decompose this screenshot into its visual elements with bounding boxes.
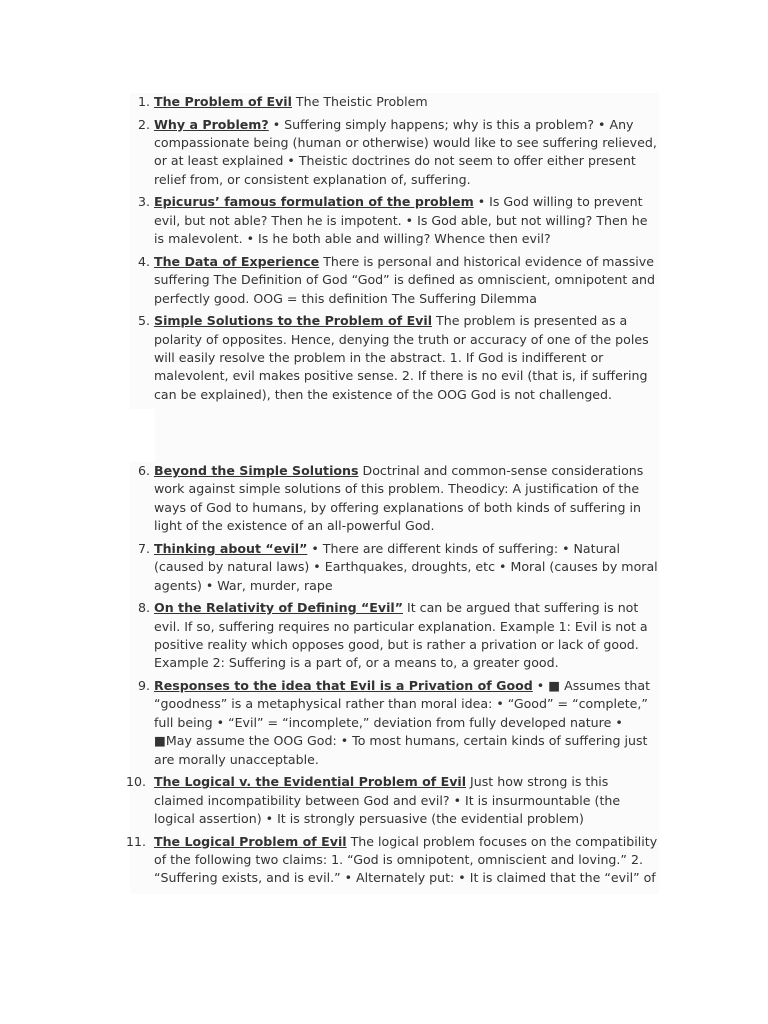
item-text: There is personal and historical evidence of massive suffering The Definition of God “God” is defined as omniscient, omnipotent and perfectly good. OOG = this definition The Suffering Dilemma bbox=[154, 253, 656, 306]
list-item bbox=[130, 677, 660, 769]
item-number: 8. bbox=[137, 600, 150, 616]
item-text: The problem is presented as a polarity of opposites. Hence, denying the truth or accuracy of one of the poles will easily resolve the problem in the abstract. 1. If God is indifferent or malevolent, evil makes positive sense. 2. If there is no evil (that is, if suffering can be explained), then the existence of the OOG God is not challenged. bbox=[154, 313, 649, 402]
item-number: 9. bbox=[137, 678, 150, 694]
item-text: • Is God willing to prevent evil, but not able? Then he is impotent. • Is God able, but not willing? Then he is malevolent. • Is he both able and willing? Whence then evil? bbox=[154, 194, 648, 247]
item-number: 6. bbox=[137, 463, 150, 478]
item-number: 11. bbox=[126, 833, 147, 849]
list-item bbox=[130, 540, 660, 595]
item-heading: On the Relativity of Defining “Evil” bbox=[154, 600, 403, 616]
item-heading: Thinking about “evil” bbox=[154, 540, 308, 556]
item-text: • Suffering simply happens; why is this a problem? • Any compassionate being (human or otherwise) would like to see suffering relieved, or at least explained • Theistic doctrines do not seem to offer either present relief from, or consistent explanation of, suffering. bbox=[154, 116, 657, 187]
numbered-list bbox=[126, 462, 660, 892]
item-heading: Beyond the Simple Solutions bbox=[154, 463, 359, 478]
item-number: 3. bbox=[137, 194, 150, 210]
item-text: The logical problem focuses on the compatibility of the following two claims: 1. “God is omnipotent, omniscient and loving.” 2. “Suffering exists, and is evil.” • Alternately put: • It is claimed that the “evil” of bbox=[154, 833, 658, 886]
item-number: 10. bbox=[126, 774, 147, 790]
list-item bbox=[130, 253, 660, 308]
item-heading: The Problem of Evil bbox=[154, 94, 292, 109]
list-item bbox=[130, 312, 660, 404]
item-number: 4. bbox=[137, 253, 150, 269]
item-heading: Why a Problem? bbox=[154, 116, 269, 132]
item-heading: The Data of Experience bbox=[154, 253, 320, 269]
item-text: It can be argued that suffering is not evil. If so, suffering requires no particular explanation. Example 1: Evil is not a positive reality which opposes good, but is rather a privation or lack of good. Example 2: Suffering is a part of, or a means to, a greater good. bbox=[154, 600, 648, 671]
list-item bbox=[126, 773, 660, 828]
item-heading: The Logical Problem of Evil bbox=[154, 833, 347, 849]
item-text: Doctrinal and common-sense considerations work against simple solutions of this problem. Theodicy: A justification of the ways of God to humans, by offering explanations of both kinds of suffering in light of the existence of an all-powerful God. bbox=[154, 463, 644, 534]
item-number: 5. bbox=[137, 313, 150, 329]
list-item bbox=[130, 462, 660, 536]
item-heading: Responses to the idea that Evil is a Privation of Good bbox=[154, 678, 533, 694]
item-text: • There are different kinds of suffering: • Natural (caused by natural laws) • Earthquakes, droughts, etc • Moral (causes by moral agents) • War, murder, rape bbox=[154, 540, 658, 593]
list-item bbox=[130, 116, 660, 190]
item-heading: The Logical v. the Evidential Problem of Evil bbox=[154, 774, 467, 790]
item-text: The Theistic Problem bbox=[291, 94, 428, 109]
list-item bbox=[130, 193, 660, 248]
text-block-background bbox=[155, 409, 659, 462]
item-text: • ■ Assumes that “goodness” is a metaphysical rather than moral idea: • “Good” = “complete,” full being • “Evil” = “incomplete,” deviation from fully developed nature • ■May assume the OOG God: • To most humans, certain kinds of suffering just are morally unacceptable. bbox=[154, 678, 651, 767]
list-item bbox=[126, 833, 660, 888]
item-heading: Epicurus’ famous formulation of the problem bbox=[154, 194, 474, 210]
item-heading: Simple Solutions to the Problem of Evil bbox=[154, 313, 433, 329]
numbered-list bbox=[130, 93, 660, 408]
item-number: 7. bbox=[137, 540, 150, 556]
item-text: Just how strong is this claimed incompatibility between God and evil? • It is insurmountable (the logical assertion) • It is strongly persuasive (the evidential problem) bbox=[154, 774, 621, 827]
item-number: 1. bbox=[137, 94, 150, 109]
item-number: 2. bbox=[137, 116, 150, 132]
list-item bbox=[130, 93, 660, 111]
list-item bbox=[130, 599, 660, 673]
